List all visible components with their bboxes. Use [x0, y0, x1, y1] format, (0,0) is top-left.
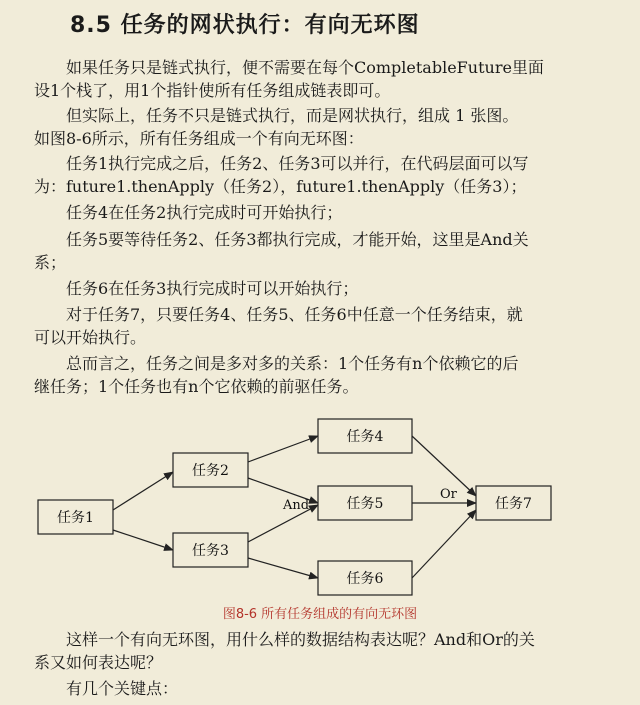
node-label: 任务6 — [346, 571, 384, 587]
paragraph-line: 如果任务只是链式执行，便不需要在每个CompletableFuture里面 — [66, 58, 544, 77]
paragraph-line: 继任务；1个任务也有n个它依赖的前驱任务。 — [34, 377, 359, 396]
paragraph-line: 但实际上，任务不只是链式执行，而是网状执行，组成 1 张图。 — [66, 106, 519, 125]
edge-task1-task3 — [113, 530, 173, 550]
or-label: Or — [440, 487, 457, 502]
node-label: 任务3 — [192, 543, 229, 559]
node-task4 — [318, 419, 412, 453]
section-title: 8.5 任务的网状执行：有向无环图 — [70, 13, 420, 38]
edge-task3-task6 — [248, 558, 318, 578]
paragraph-task7 — [34, 303, 606, 349]
paragraph-task1 — [34, 152, 606, 198]
paragraph-line: 设1个栈了，用1个指针使所有任务组成链表即可。 — [34, 81, 391, 100]
paragraph-line: 任务6在任务3执行完成时可以开始执行； — [66, 279, 359, 298]
edge-task1-task2 — [113, 472, 173, 510]
node-task6 — [318, 561, 412, 595]
paragraph-network-execution — [34, 104, 606, 150]
paragraph-line: 总而言之，任务之间是多对多的关系：1个任务有n个依赖它的后 — [66, 354, 519, 373]
paragraph-key-points — [34, 677, 606, 700]
node-task3 — [173, 533, 248, 567]
paragraph-data-structure-question — [34, 628, 606, 674]
node-task5 — [318, 486, 412, 520]
paragraph-line: 如图8-6所示，所有任务组成一个有向无环图： — [34, 129, 364, 148]
paragraph-task4 — [34, 201, 606, 224]
edge-task6-task7 — [412, 510, 476, 578]
node-task7 — [476, 486, 551, 520]
paragraph-line: 系又如何表达呢？ — [34, 653, 163, 672]
paragraph-line: 任务5要等待任务2、任务3都执行完成，才能开始，这里是And关 — [66, 230, 529, 249]
node-label: 任务5 — [346, 496, 384, 512]
paragraph-task6 — [34, 277, 606, 300]
paragraph-line: 可以开始执行。 — [34, 328, 147, 347]
and-label: And — [283, 498, 310, 513]
paragraph-line: 对于任务7，只要任务4、任务5、任务6中任意一个任务结束，就 — [66, 305, 523, 324]
figure-caption: 图8-6 所有任务组成的有向无环图 — [222, 607, 418, 622]
dag-diagram — [0, 398, 640, 628]
node-task2 — [173, 453, 248, 487]
paragraph-line: 系； — [34, 253, 67, 272]
paragraph-task5 — [34, 228, 606, 274]
node-label: 任务2 — [192, 463, 229, 479]
paragraph-line: 任务1执行完成之后，任务2、任务3可以并行，在代码层面可以写 — [66, 154, 529, 173]
node-label: 任务7 — [495, 496, 532, 512]
node-label: 任务4 — [346, 429, 384, 445]
edge-task2-task4 — [248, 436, 318, 462]
paragraph-line: 有几个关键点： — [66, 679, 179, 698]
paragraph-summary — [34, 352, 606, 398]
paragraph-line: 这样一个有向无环图，用什么样的数据结构表达呢？And和Or的关 — [66, 630, 535, 649]
paragraph-line: 为：future1.thenApply（任务2），future1.thenApply（任务3）； — [34, 177, 527, 196]
node-label: 任务1 — [57, 510, 94, 526]
paragraph-chain-execution — [34, 56, 606, 102]
node-task1 — [38, 500, 113, 534]
paragraph-line: 任务4在任务2执行完成时可开始执行； — [66, 203, 343, 222]
